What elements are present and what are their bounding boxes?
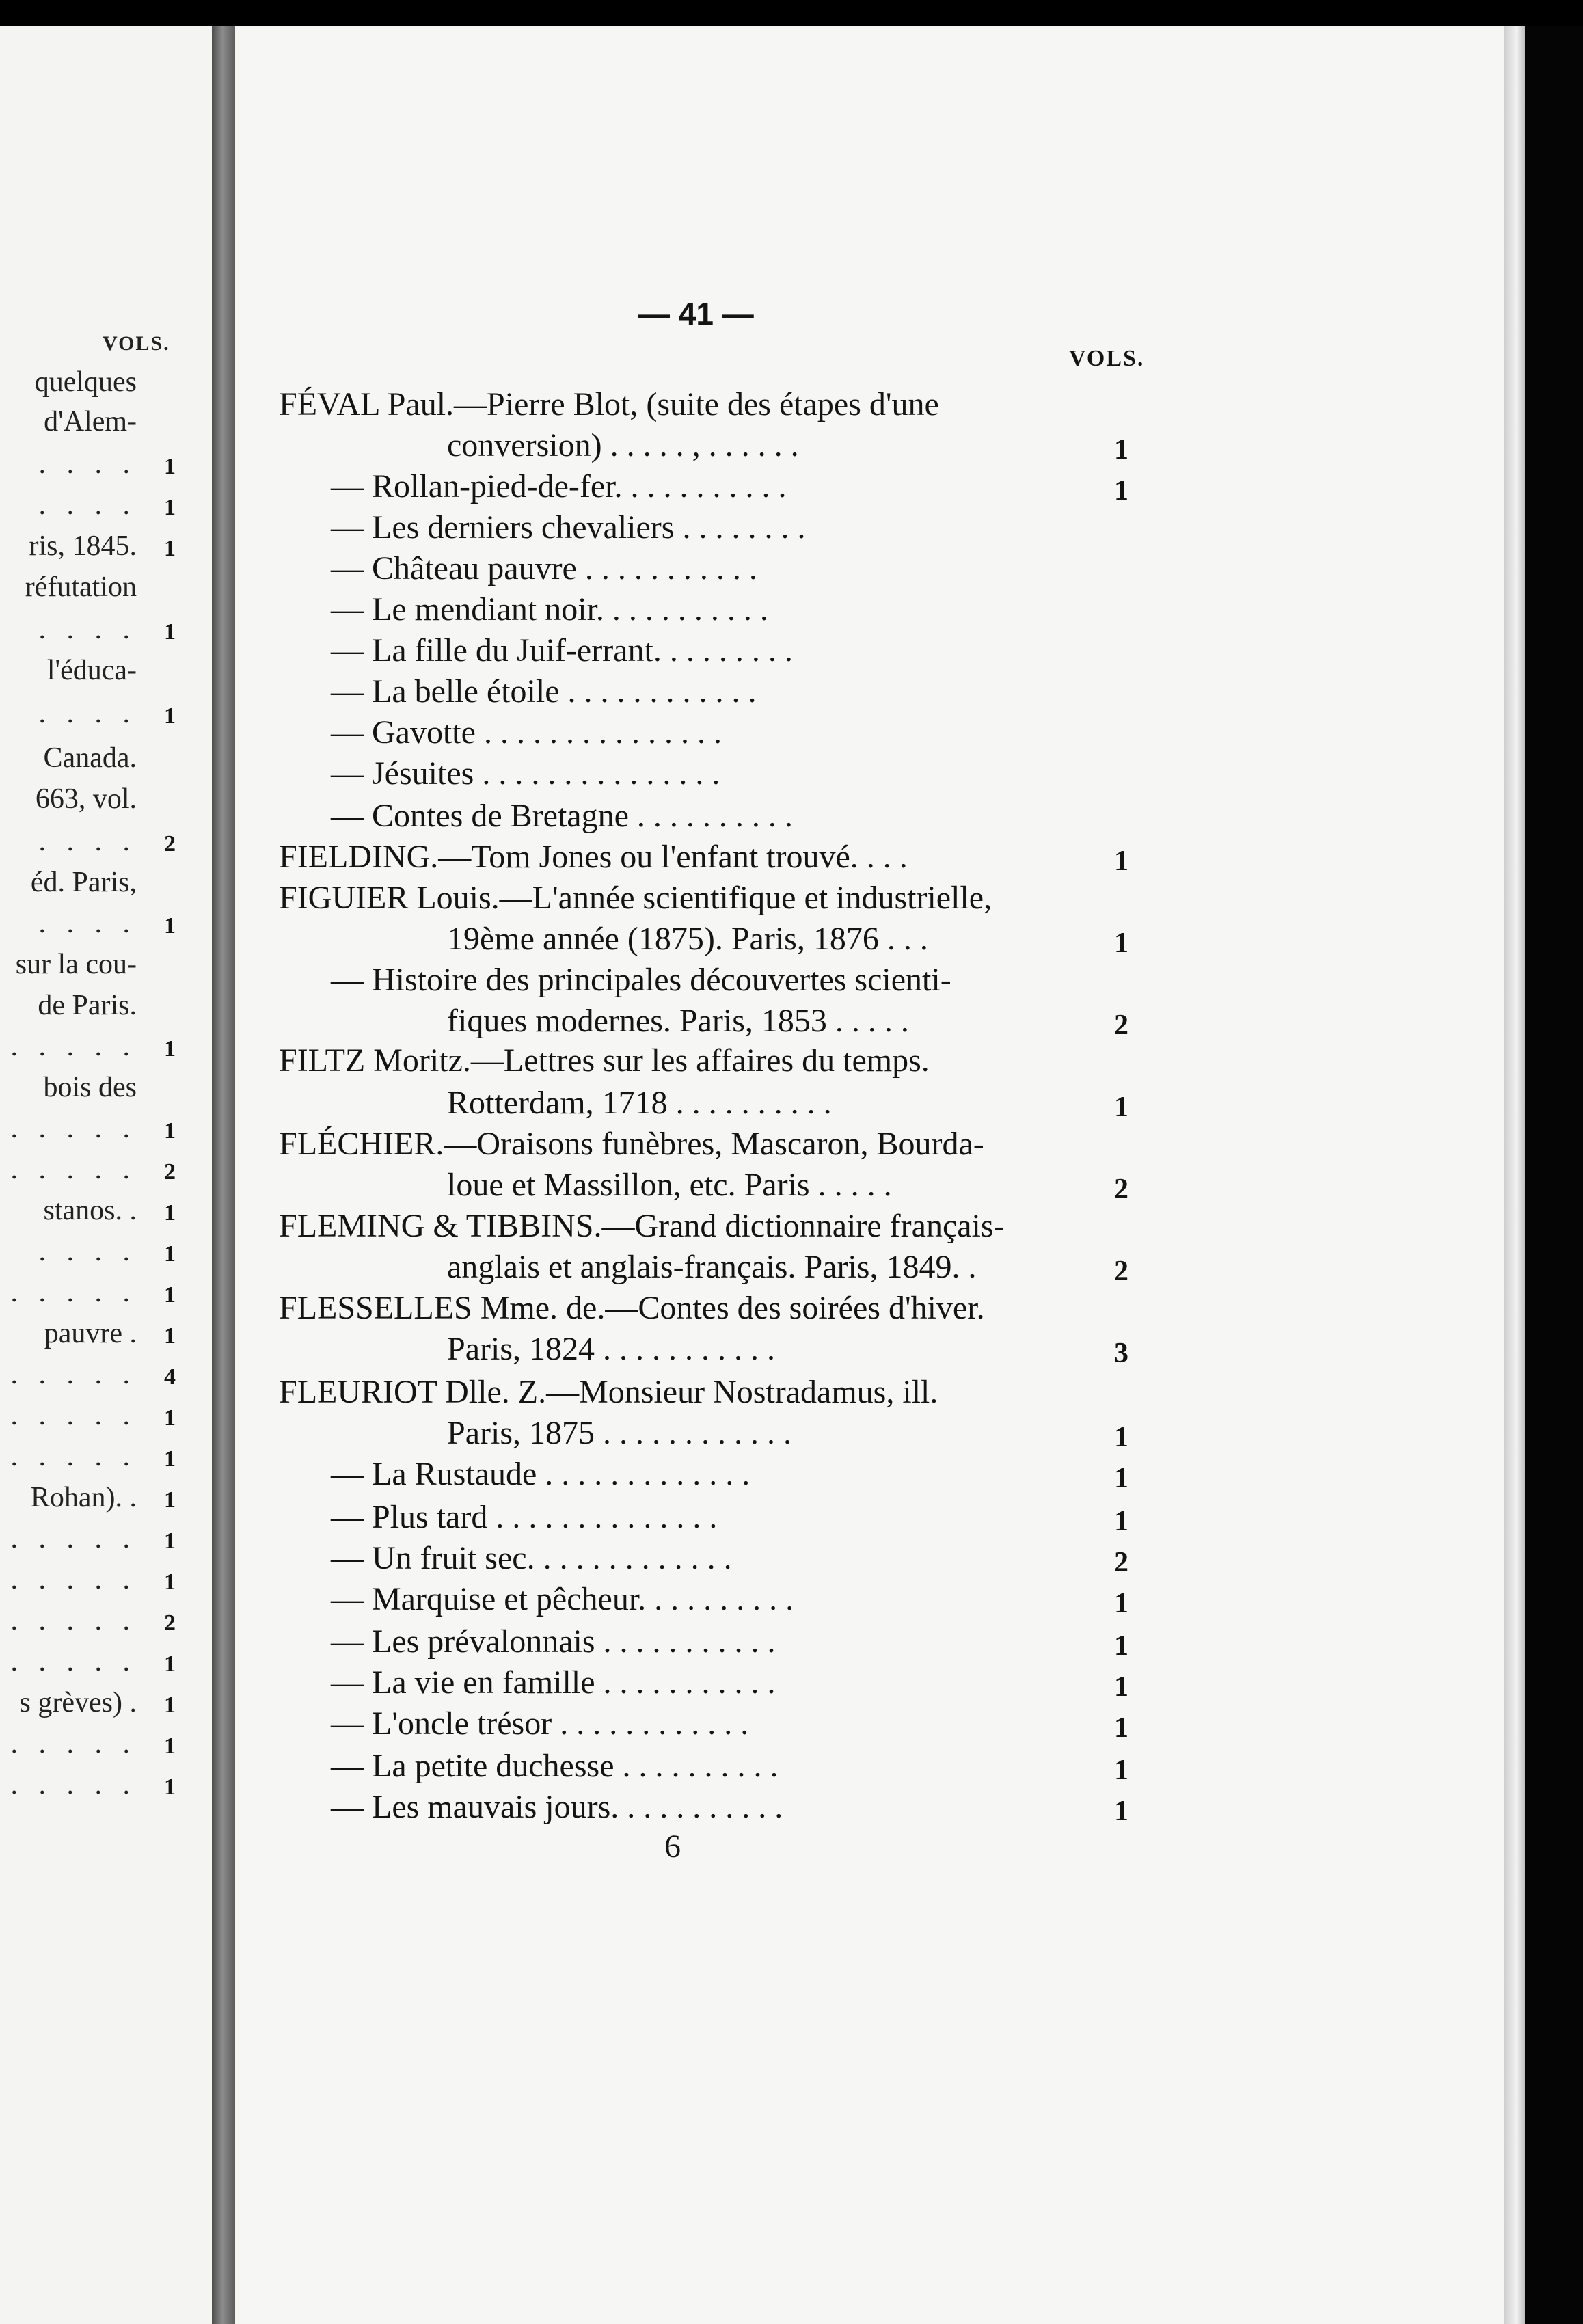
entry-line: — Un fruit sec. . . . . . . . . . . . . [331, 1540, 732, 1576]
volume-count: 1 [1114, 1796, 1128, 1827]
volume-count: 1 [1114, 475, 1128, 506]
left-fragment-text: . . . . . [10, 1154, 137, 1185]
left-volume-count: 1 [164, 536, 176, 561]
entry-line: Rotterdam, 1718 . . . . . . . . . . [447, 1085, 832, 1121]
left-fragment-text: . . . . [38, 489, 137, 521]
left-fragment-text: . . . . . [10, 1523, 137, 1554]
entry-line: — Les derniers chevaliers . . . . . . . . [331, 509, 806, 545]
left-fragment-text: sur la cou- [15, 949, 137, 980]
entry-line: conversion) . . . . . , . . . . . . [447, 427, 799, 463]
left-volume-count: 1 [164, 1323, 176, 1349]
left-volume-count: 1 [164, 1405, 176, 1431]
entry-line: anglais et anglais-français. Paris, 1849. . [447, 1249, 977, 1285]
volume-count: 2 [1114, 1010, 1128, 1041]
volume-count: 2 [1114, 1256, 1128, 1287]
left-fragment-text: Rohan). . [30, 1482, 137, 1513]
left-volume-count: 1 [164, 1487, 176, 1513]
entry-line: FILTZ Moritz.—Lettres sur les affaires du temps. [279, 1042, 930, 1079]
volume-count: 1 [1114, 434, 1128, 465]
left-fragment-text: . . . . . [10, 1769, 137, 1800]
entry-line: — Les mauvais jours. . . . . . . . . . . [331, 1789, 783, 1825]
left-fragment-text: . . . . . [10, 1113, 137, 1144]
entry-line: FÉVAL Paul.—Pierre Blot, (suite des étapes d'une [279, 386, 939, 422]
left-fragment-text: 663, vol. [35, 783, 137, 815]
entry-line: — La Rustaude . . . . . . . . . . . . . [331, 1456, 750, 1492]
left-fragment-text: de Paris. [38, 990, 137, 1021]
left-volume-count: 2 [164, 1159, 176, 1185]
left-volume-count: 1 [164, 1446, 176, 1472]
left-fragment-text: . . . . . [10, 1441, 137, 1472]
entry-line: FLEMING & TIBBINS.—Grand dictionnaire français- [279, 1208, 1005, 1244]
left-fragment-text: . . . . . [10, 1646, 137, 1677]
entry-line: Paris, 1824 . . . . . . . . . . . [447, 1331, 775, 1367]
left-volume-count: 1 [164, 1692, 176, 1718]
left-fragment-text: Canada. [43, 742, 137, 774]
left-fragment-text: quelques [34, 366, 137, 398]
page-edge [1504, 26, 1525, 2324]
entry-line: FIGUIER Louis.—L'année scientifique et industrielle, [279, 880, 992, 916]
entry-line: — Plus tard . . . . . . . . . . . . . . [331, 1499, 718, 1535]
volume-count: 1 [1114, 1630, 1128, 1662]
entry-line: — L'oncle trésor . . . . . . . . . . . . [331, 1705, 749, 1742]
entry-line: loue et Massillon, etc. Paris . . . . . [447, 1167, 892, 1203]
left-fragment-text: . . . . . [10, 1359, 137, 1390]
left-volume-count: 1 [164, 1200, 176, 1226]
volume-count: 1 [1114, 1712, 1128, 1744]
left-fragment-text: . . . . . [10, 1400, 137, 1431]
volume-count: 1 [1114, 1463, 1128, 1494]
entry-line: — Château pauvre . . . . . . . . . . . [331, 550, 757, 586]
left-volume-count: 1 [164, 495, 176, 520]
vols-column-header: VOLS. [1069, 346, 1145, 371]
left-volume-count: 2 [164, 831, 176, 856]
left-volume-count: 1 [164, 913, 176, 938]
left-fragment-text: . . . . . [10, 1728, 137, 1759]
entry-line: — Rollan-pied-de-fer. . . . . . . . . . . [331, 468, 787, 504]
left-fragment-text: . . . . [38, 1236, 137, 1267]
entry-line: — Histoire des principales découvertes scienti- [331, 962, 951, 998]
entry-line: FLEURIOT Dlle. Z.—Monsieur Nostradamus, ill. [279, 1374, 938, 1410]
entry-line: — Marquise et pêcheur. . . . . . . . . . [331, 1581, 794, 1617]
entry-line: — Le mendiant noir. . . . . . . . . . . [331, 591, 768, 627]
scan-border [1525, 26, 1583, 2324]
left-fragment-text: . . . . [38, 448, 137, 480]
entry-line: — Contes de Bretagne . . . . . . . . . . [331, 798, 793, 834]
book-gutter [212, 26, 235, 2324]
left-volume-count: 1 [164, 1651, 176, 1677]
footer-signature: 6 [664, 1828, 681, 1865]
volume-count: 1 [1114, 1755, 1128, 1786]
left-fragment-text: . . . . . [10, 1277, 137, 1308]
left-volume-count: 1 [164, 1733, 176, 1759]
left-fragment-text: . . . . [38, 826, 137, 857]
left-fragment-text: stanos. . [43, 1195, 137, 1226]
left-fragment-text: . . . . . [10, 1564, 137, 1595]
entry-line: — Gavotte . . . . . . . . . . . . . . . [331, 714, 722, 751]
volume-count: 1 [1114, 1506, 1128, 1537]
entry-line: FLÉCHIER.—Oraisons funèbres, Mascaron, Bourda- [279, 1126, 984, 1162]
left-fragment-text: . . . . [38, 614, 137, 645]
left-volume-count: 1 [164, 1241, 176, 1267]
volume-count: 1 [1114, 1092, 1128, 1123]
volume-count: 3 [1114, 1338, 1128, 1369]
left-fragment-text: bois des [43, 1072, 137, 1103]
volume-count: 2 [1114, 1547, 1128, 1578]
left-volume-count: 1 [164, 1528, 176, 1554]
left-fragment-text: réfutation [25, 571, 137, 603]
entry-line: — La fille du Juif-errant. . . . . . . . . [331, 632, 793, 668]
left-volume-count: 1 [164, 619, 176, 645]
left-volume-count: 1 [164, 703, 176, 729]
volume-count: 2 [1114, 1174, 1128, 1205]
entry-line: fiques modernes. Paris, 1853 . . . . . [447, 1003, 909, 1039]
left-fragment-text: . . . . [38, 908, 137, 939]
left-volume-count: 1 [164, 1036, 176, 1062]
volume-count: 1 [1114, 928, 1128, 959]
entry-line: — Jésuites . . . . . . . . . . . . . . . [331, 755, 720, 792]
left-fragment-text: éd. Paris, [30, 867, 137, 898]
entry-line: Paris, 1875 . . . . . . . . . . . . [447, 1415, 792, 1451]
left-fragment-text: l'éduca- [46, 655, 137, 686]
entry-line: 19ème année (1875). Paris, 1876 . . . [447, 921, 928, 957]
entry-line: — La petite duchesse . . . . . . . . . . [331, 1748, 779, 1784]
left-volume-count: 1 [164, 1774, 176, 1800]
right-page [235, 26, 1504, 2324]
volume-count: 1 [1114, 1588, 1128, 1619]
left-volume-count: 4 [164, 1364, 176, 1390]
left-fragment-text: s grèves) . [19, 1687, 137, 1718]
volume-count: 1 [1114, 1422, 1128, 1453]
volume-count: 1 [1114, 846, 1128, 877]
volume-count: 1 [1114, 1671, 1128, 1703]
entry-line: — Les prévalonnais . . . . . . . . . . . [331, 1623, 776, 1660]
left-fragment-text: . . . . [38, 698, 137, 729]
left-volume-count: 1 [164, 1569, 176, 1595]
left-volume-count: 1 [164, 1282, 176, 1308]
left-fragment-text: ris, 1845. [29, 530, 137, 562]
left-volume-count: 2 [164, 1610, 176, 1636]
entry-line: FIELDING.—Tom Jones ou l'enfant trouvé. . . . [279, 839, 908, 875]
entry-line: FLESSELLES Mme. de.—Contes des soirées d'hiver. [279, 1290, 985, 1326]
left-fragment-text: . . . . . [10, 1605, 137, 1636]
left-volume-count: 1 [164, 454, 176, 479]
entry-line: — La belle étoile . . . . . . . . . . . . [331, 673, 757, 710]
left-fragment-text: d'Alem- [44, 406, 137, 437]
left-page-header: VOLS. [103, 332, 170, 355]
left-fragment-text: pauvre . [44, 1318, 137, 1349]
entry-line: — La vie en famille . . . . . . . . . . . [331, 1664, 776, 1701]
left-volume-count: 1 [164, 1118, 176, 1144]
left-fragment-text: . . . . . [10, 1031, 137, 1062]
page-number: — 41 — [638, 296, 754, 332]
left-page [0, 26, 212, 2324]
